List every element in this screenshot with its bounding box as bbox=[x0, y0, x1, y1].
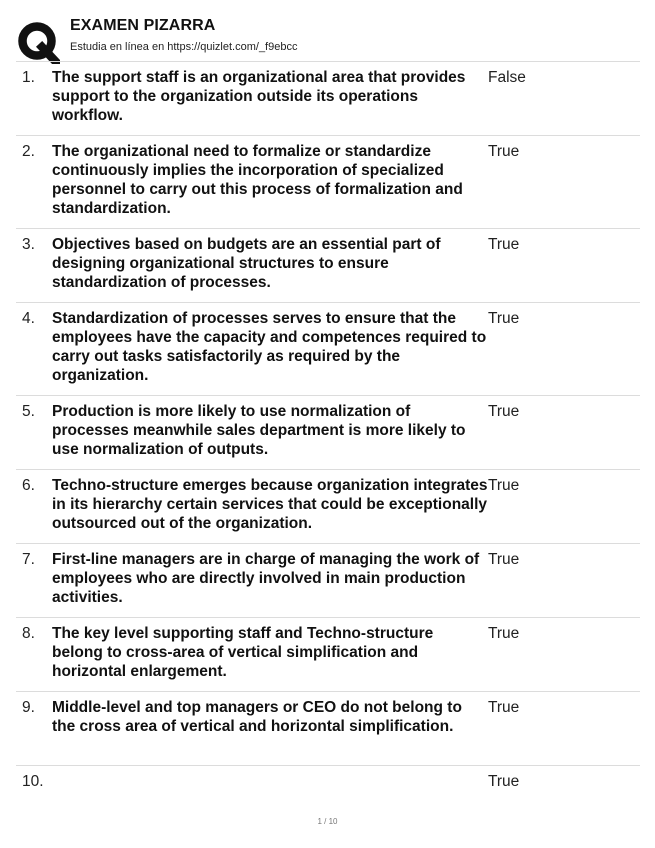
question-text: Objectives based on budgets are an essential part of designing organizational structures to ensure standardization of processes. bbox=[52, 236, 441, 291]
question-number: 2. bbox=[22, 143, 35, 160]
answer-text: True bbox=[488, 403, 520, 420]
question-row bbox=[16, 395, 640, 469]
question-row bbox=[16, 61, 640, 135]
document-title: EXAMEN PIZARRA bbox=[70, 17, 216, 34]
question-number: 6. bbox=[22, 477, 35, 494]
question-number: 9. bbox=[22, 699, 35, 716]
question-number: 3. bbox=[22, 236, 35, 253]
question-text: Techno-structure emerges because organization integrates in its hierarchy certain services that could be exceptionally outsourced out of the organization. bbox=[52, 477, 488, 532]
question-row bbox=[16, 228, 640, 302]
answer-text: False bbox=[488, 69, 526, 86]
page-number: 1 / 10 bbox=[317, 817, 338, 826]
question-row bbox=[16, 135, 640, 228]
question-text: The support staff is an organizational area that provides support to the organization outside its operations workflow. bbox=[52, 69, 466, 124]
question-number: 7. bbox=[22, 551, 35, 568]
answer-text: True bbox=[488, 551, 520, 568]
question-number: 1. bbox=[22, 69, 35, 86]
question-row bbox=[16, 543, 640, 617]
question-number: 4. bbox=[22, 310, 35, 327]
answer-text: True bbox=[488, 310, 520, 327]
study-online-link-text: Estudia en línea en https://quizlet.com/_f9ebcc bbox=[70, 41, 298, 53]
question-row bbox=[16, 469, 640, 543]
question-number: 8. bbox=[22, 625, 35, 642]
question-text: The organizational need to formalize or standardize continuously implies the incorporation of specialized personnel to carry out this process of formalization and standardization. bbox=[52, 143, 463, 217]
answer-text: True bbox=[488, 699, 520, 716]
answer-text: True bbox=[488, 236, 520, 253]
answer-text: True bbox=[488, 143, 520, 160]
question-text: First-line managers are in charge of managing the work of employees who are directly involved in main production activities. bbox=[52, 551, 480, 606]
question-text: Production is more likely to use normalization of processes meanwhile sales department is more likely to use normalization of outputs. bbox=[52, 403, 466, 458]
question-row bbox=[16, 617, 640, 691]
question-text: Middle-level and top managers or CEO do not belong to the cross area of vertical and horizontal simplification. bbox=[52, 699, 462, 735]
question-number: 5. bbox=[22, 403, 35, 420]
page-header bbox=[16, 16, 640, 60]
quizlet-logo-icon bbox=[16, 20, 60, 64]
question-number: 10. bbox=[22, 773, 44, 790]
answer-text: True bbox=[488, 625, 520, 642]
question-row bbox=[16, 691, 640, 765]
question-row bbox=[16, 302, 640, 395]
question-row bbox=[16, 765, 640, 801]
question-list bbox=[16, 61, 640, 801]
question-text: The key level supporting staff and Techno-structure belong to cross-area of vertical simplification and horizontal enlargement. bbox=[52, 625, 434, 680]
answer-text: True bbox=[488, 773, 520, 790]
answer-text: True bbox=[488, 477, 520, 494]
question-text: Standardization of processes serves to ensure that the employees have the capacity and competences required to carry out tasks satisfactorily as required by the organization. bbox=[52, 310, 487, 384]
